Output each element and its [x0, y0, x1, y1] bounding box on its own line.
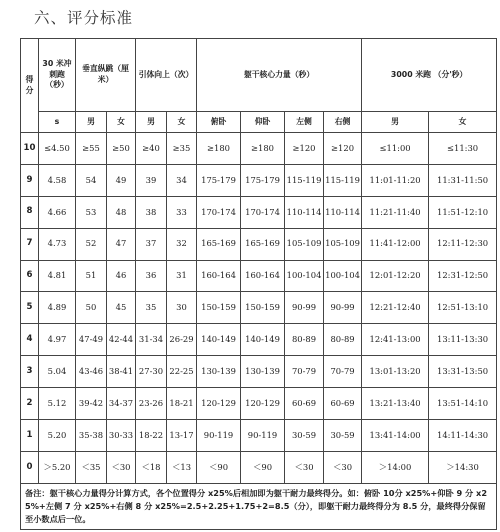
subheader-cell: 俯卧: [197, 112, 241, 133]
table-cell: 30-59: [324, 420, 362, 452]
table-cell: 115-119: [324, 164, 362, 196]
table-cell: 11:21-11:40: [362, 196, 429, 228]
table-cell: 12:21-12:40: [362, 292, 429, 324]
table-cell: ＜13: [167, 451, 197, 483]
table-cell: 30-59: [285, 420, 324, 452]
header-3000m-run: 3000 米跑 （分'秒）: [362, 39, 497, 112]
table-cell: 140-149: [241, 324, 285, 356]
table-cell: 52: [76, 228, 107, 260]
header-vertical-jump: 垂直纵跳（厘米）: [76, 39, 136, 112]
table-cell: 12:11-12:30: [429, 228, 497, 260]
table-cell: 90-99: [324, 292, 362, 324]
table-cell: 60-69: [324, 388, 362, 420]
table-cell: ＜90: [241, 451, 285, 483]
subheader-cell: 男: [76, 112, 107, 133]
table-cell: 4.66: [39, 196, 76, 228]
score-cell: 6: [21, 260, 39, 292]
table-cell: 43-46: [76, 356, 107, 388]
table-cell: 170-174: [197, 196, 241, 228]
table-cell: 175-179: [241, 164, 285, 196]
table-cell: 160-164: [241, 260, 285, 292]
subheader-cell: 仰卧: [241, 112, 285, 133]
table-cell: 35: [136, 292, 167, 324]
score-cell: 10: [21, 133, 39, 165]
table-cell: ≥180: [241, 133, 285, 165]
table-cell: 30: [167, 292, 197, 324]
table-cell: 37: [136, 228, 167, 260]
table-cell: 4.58: [39, 164, 76, 196]
table-cell: 38: [136, 196, 167, 228]
table-cell: 90-99: [285, 292, 324, 324]
table-row: [21, 324, 497, 356]
table-cell: 18-21: [167, 388, 197, 420]
table-cell: ≤4.50: [39, 133, 76, 165]
score-cell: 5: [21, 292, 39, 324]
table-cell: 13:51-14:10: [429, 388, 497, 420]
score-cell: 0: [21, 451, 39, 483]
table-cell: 38-41: [107, 356, 136, 388]
scoring-table: [20, 38, 497, 530]
table-row: [21, 260, 497, 292]
table-cell: 110-114: [324, 196, 362, 228]
table-cell: ≥120: [324, 133, 362, 165]
table-cell: 150-159: [241, 292, 285, 324]
table-cell: 4.81: [39, 260, 76, 292]
table-cell: 4.97: [39, 324, 76, 356]
table-cell: 13:21-13:40: [362, 388, 429, 420]
table-row: [21, 356, 497, 388]
score-cell: 2: [21, 388, 39, 420]
table-cell: ＞5.20: [39, 451, 76, 483]
table-cell: ＞14:00: [362, 451, 429, 483]
table-cell: 110-114: [285, 196, 324, 228]
table-cell: 31: [167, 260, 197, 292]
table-cell: 105-109: [324, 228, 362, 260]
table-cell: 90-119: [197, 420, 241, 452]
score-cell: 4: [21, 324, 39, 356]
table-cell: 33: [167, 196, 197, 228]
table-row: [21, 451, 497, 483]
table-cell: 34-37: [107, 388, 136, 420]
score-cell: 9: [21, 164, 39, 196]
table-cell: 170-174: [241, 196, 285, 228]
table-cell: ＜18: [136, 451, 167, 483]
subheader-cell: 左侧: [285, 112, 324, 133]
subheader-row: [21, 112, 497, 133]
header-row: [21, 39, 497, 112]
subheader-cell: 男: [136, 112, 167, 133]
note-text: 备注：躯干核心力量得分计算方式，各个位置得分 x25%后相加即为躯干耐力最终得分。如：俯卧 10分 x25%+仰卧 9 分 x25%+左侧 7 分 x25%+右侧 8 分 x25%=2.5+2.25+1.75+2=8.5（分），即躯干耐力最终得分为 8.5 分，最终得分保留至小数点后一位。: [21, 483, 497, 529]
table-cell: 50: [76, 292, 107, 324]
score-cell: 8: [21, 196, 39, 228]
table-cell: 34: [167, 164, 197, 196]
table-row: [21, 164, 497, 196]
score-cell: 3: [21, 356, 39, 388]
table-cell: 23-26: [136, 388, 167, 420]
subheader-cell: 女: [167, 112, 197, 133]
table-row: [21, 228, 497, 260]
table-cell: 54: [76, 164, 107, 196]
table-cell: 100-104: [285, 260, 324, 292]
score-cell: 1: [21, 420, 39, 452]
table-cell: 4.89: [39, 292, 76, 324]
table-cell: 130-139: [241, 356, 285, 388]
table-cell: 12:31-12:50: [429, 260, 497, 292]
table-cell: 47: [107, 228, 136, 260]
table-cell: ≥55: [76, 133, 107, 165]
header-score: 得分: [21, 39, 39, 133]
table-cell: 12:01-12:20: [362, 260, 429, 292]
table-cell: 47-49: [76, 324, 107, 356]
table-cell: 11:31-11:50: [429, 164, 497, 196]
table-cell: 13-17: [167, 420, 197, 452]
table-cell: 32: [167, 228, 197, 260]
table-cell: ≥120: [285, 133, 324, 165]
table-cell: 11:51-12:10: [429, 196, 497, 228]
table-cell: ≤11:00: [362, 133, 429, 165]
table-cell: 80-89: [285, 324, 324, 356]
table-row: [21, 196, 497, 228]
header-sprint: 30 米冲刺跑（秒）: [39, 39, 76, 112]
table-cell: 36: [136, 260, 167, 292]
table-cell: 175-179: [197, 164, 241, 196]
table-row: [21, 133, 497, 165]
table-cell: 31-34: [136, 324, 167, 356]
table-cell: 150-159: [197, 292, 241, 324]
table-cell: ≥40: [136, 133, 167, 165]
table-cell: 5.12: [39, 388, 76, 420]
table-cell: 27-30: [136, 356, 167, 388]
table-cell: 51: [76, 260, 107, 292]
table-cell: ＜35: [76, 451, 107, 483]
table-cell: 39-42: [76, 388, 107, 420]
table-cell: ≥35: [167, 133, 197, 165]
table-cell: 120-129: [197, 388, 241, 420]
subheader-cell: 女: [429, 112, 497, 133]
table-cell: 115-119: [285, 164, 324, 196]
table-cell: 13:01-13:20: [362, 356, 429, 388]
table-cell: 12:41-13:00: [362, 324, 429, 356]
table-cell: 45: [107, 292, 136, 324]
table-cell: ≥50: [107, 133, 136, 165]
table-cell: ＜30: [285, 451, 324, 483]
table-cell: 22-25: [167, 356, 197, 388]
table-cell: 5.04: [39, 356, 76, 388]
table-cell: 90-119: [241, 420, 285, 452]
table-cell: 26-29: [167, 324, 197, 356]
section-heading: 六、评分标准: [34, 9, 134, 27]
table-row: [21, 388, 497, 420]
note-row: [21, 483, 497, 529]
table-cell: 18-22: [136, 420, 167, 452]
table-row: [21, 292, 497, 324]
table-cell: 12:51-13:10: [429, 292, 497, 324]
subheader-cell: 右侧: [324, 112, 362, 133]
table-cell: ≤11:30: [429, 133, 497, 165]
subheader-cell: 男: [362, 112, 429, 133]
header-core-strength: 躯干核心力量（秒）: [197, 39, 362, 112]
table-cell: 80-89: [324, 324, 362, 356]
table-cell: 42-44: [107, 324, 136, 356]
table-cell: 13:11-13:30: [429, 324, 497, 356]
table-cell: 120-129: [241, 388, 285, 420]
table-cell: 165-169: [197, 228, 241, 260]
table-cell: 14:11-14:30: [429, 420, 497, 452]
table-cell: 48: [107, 196, 136, 228]
table-cell: 49: [107, 164, 136, 196]
table-cell: 39: [136, 164, 167, 196]
table-cell: 13:41-14:00: [362, 420, 429, 452]
table-cell: ≥180: [197, 133, 241, 165]
table-cell: 46: [107, 260, 136, 292]
table-cell: 70-79: [324, 356, 362, 388]
header-pull-up: 引体向上（次）: [136, 39, 197, 112]
table-cell: 100-104: [324, 260, 362, 292]
subheader-cell: s: [39, 112, 76, 133]
table-cell: 35-38: [76, 420, 107, 452]
table-cell: ＜30: [107, 451, 136, 483]
table-cell: 105-109: [285, 228, 324, 260]
table-cell: ＜90: [197, 451, 241, 483]
table-cell: 160-164: [197, 260, 241, 292]
table-cell: 30-33: [107, 420, 136, 452]
table-cell: 60-69: [285, 388, 324, 420]
table-cell: 70-79: [285, 356, 324, 388]
table-cell: 165-169: [241, 228, 285, 260]
table-cell: 4.73: [39, 228, 76, 260]
table-cell: 11:01-11:20: [362, 164, 429, 196]
table-cell: ＜30: [324, 451, 362, 483]
table-cell: ＞14:30: [429, 451, 497, 483]
table-cell: 13:31-13:50: [429, 356, 497, 388]
table-cell: 53: [76, 196, 107, 228]
score-cell: 7: [21, 228, 39, 260]
table-cell: 140-149: [197, 324, 241, 356]
subheader-cell: 女: [107, 112, 136, 133]
table-row: [21, 420, 497, 452]
table-cell: 11:41-12:00: [362, 228, 429, 260]
table-cell: 130-139: [197, 356, 241, 388]
table-cell: 5.20: [39, 420, 76, 452]
